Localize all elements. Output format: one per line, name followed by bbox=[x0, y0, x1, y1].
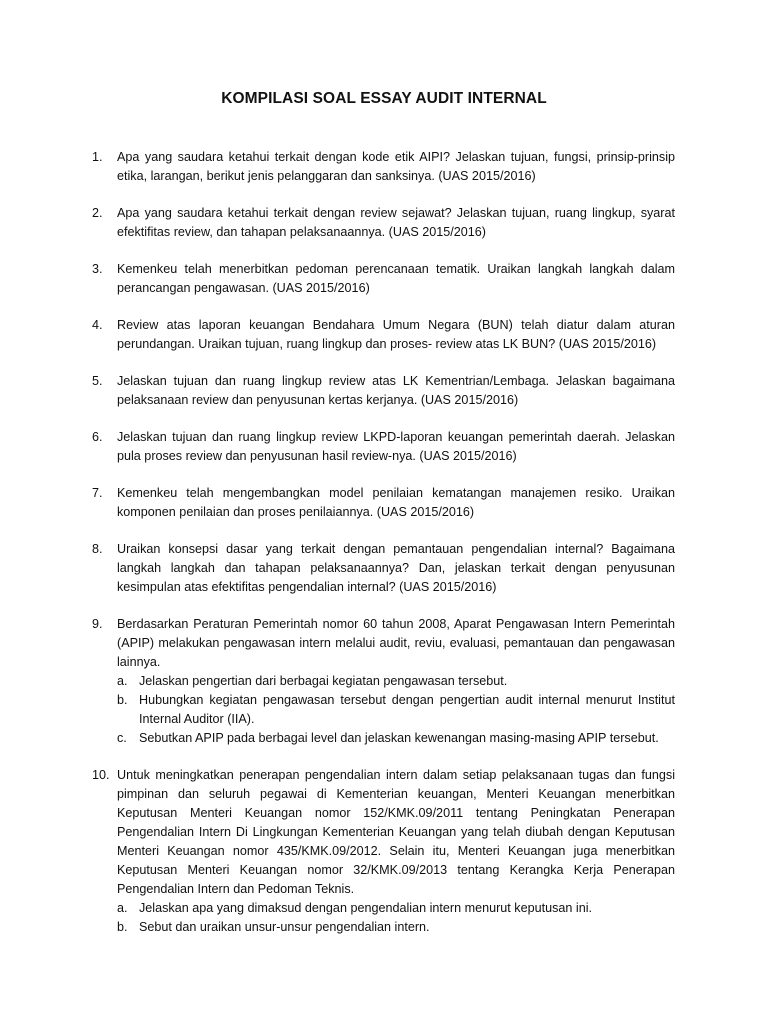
sub-question-text: Jelaskan apa yang dimaksud dengan pengendalian intern menurut keputusan ini. bbox=[139, 901, 592, 915]
sub-question bbox=[117, 899, 675, 918]
sub-question-text: Jelaskan pengertian dari berbagai kegiatan pengawasan tersebut. bbox=[139, 674, 508, 688]
question-number: 3. bbox=[92, 262, 103, 276]
question-text: Jelaskan tujuan dan ruang lingkup review atas LK Kementrian/Lembaga. Jelaskan bagaimana pelaksanaan review dan penyusunan kertas kerjanya. (UAS 2015/2016) bbox=[117, 374, 675, 407]
question-number: 8. bbox=[92, 542, 103, 556]
sub-question-label: b. bbox=[117, 693, 128, 707]
question-text: Review atas laporan keuangan Bendahara Umum Negara (BUN) telah diatur dalam aturan perundangan. Uraikan tujuan, ruang lingkup dan proses- review atas LK BUN? (UAS 2015/2016) bbox=[117, 318, 675, 351]
question-text: Jelaskan tujuan dan ruang lingkup review LKPD-laporan keuangan pemerintah daerah. Jelaskan pula proses review dan penyusunan hasil review-nya. (UAS 2015/2016) bbox=[117, 430, 675, 463]
question-list bbox=[92, 148, 675, 955]
question-text: Kemenkeu telah menerbitkan pedoman perencanaan tematik. Uraikan langkah langkah dalam perancangan pengawasan. (UAS 2015/2016) bbox=[117, 262, 675, 295]
question-text: Apa yang saudara ketahui terkait dengan review sejawat? Jelaskan tujuan, ruang lingkup, syarat efektifitas review, dan tahapan pelaksanaannya. (UAS 2015/2016) bbox=[117, 206, 675, 239]
sub-question bbox=[117, 918, 675, 937]
question-item bbox=[92, 204, 675, 242]
question-number: 1. bbox=[92, 150, 103, 164]
question-number: 9. bbox=[92, 617, 103, 631]
question-text: Apa yang saudara ketahui terkait dengan kode etik AIPI? Jelaskan tujuan, fungsi, prinsip-prinsip etika, larangan, berikut jenis pelanggaran dan sanksinya. (UAS 2015/2016) bbox=[117, 150, 675, 183]
sub-question-text: Hubungkan kegiatan pengawasan tersebut dengan pengertian audit internal menurut Institut Internal Auditor (IIA). bbox=[139, 693, 675, 726]
question-number: 6. bbox=[92, 430, 103, 444]
sub-question-label: a. bbox=[117, 674, 128, 688]
sub-question-label: c. bbox=[117, 731, 127, 745]
sub-question-text: Sebutkan APIP pada berbagai level dan jelaskan kewenangan masing-masing APIP tersebut. bbox=[139, 731, 659, 745]
page-title: KOMPILASI SOAL ESSAY AUDIT INTERNAL bbox=[221, 90, 547, 107]
sub-question bbox=[117, 672, 675, 691]
question-item bbox=[92, 766, 675, 937]
sub-question bbox=[117, 729, 675, 748]
question-item bbox=[92, 372, 675, 410]
question-item bbox=[92, 316, 675, 354]
sub-question-label: b. bbox=[117, 920, 128, 934]
question-number: 4. bbox=[92, 318, 103, 332]
question-item bbox=[92, 540, 675, 597]
sub-question-label: a. bbox=[117, 901, 128, 915]
sub-question bbox=[117, 691, 675, 729]
question-number: 7. bbox=[92, 486, 103, 500]
question-text: Untuk meningkatkan penerapan pengendalian intern dalam setiap pelaksanaan tugas dan fungsi pimpinan dan seluruh pegawai di Kementerian keuangan, Menteri Keuangan menerbitkan Keputusan Menteri Keuangan nomor 152/KMK.09/2011 tentang Peningkatan Penerapan Pengendalian Intern Di Lingkungan Kementerian Keuangan yang telah diubah dengan Keputusan Menteri Keuangan nomor 435/KMK.09/2012. Selain itu, Menteri Keuangan juga menerbitkan Keputusan Menteri Keuangan nomor 32/KMK.09/2013 tentang Kerangka Kerja Penerapan Pengendalian Intern dan Pedoman Teknis. bbox=[117, 768, 675, 896]
question-item bbox=[92, 428, 675, 466]
question-text: Berdasarkan Peraturan Pemerintah nomor 60 tahun 2008, Aparat Pengawasan Intern Pemerintah (APIP) melakukan pengawasan intern melalui audit, reviu, evaluasi, pemantauan dan pengawasan lainnya. bbox=[117, 617, 675, 669]
sub-question-text: Sebut dan uraikan unsur-unsur pengendalian intern. bbox=[139, 920, 430, 934]
question-text: Uraikan konsepsi dasar yang terkait dengan pemantauan pengendalian internal? Bagaimana langkah langkah dan tahapan pelaksanaannya? Dan, jelaskan terkait dengan penyusunan kesimpulan atas efektifitas pengendalian internal? (UAS 2015/2016) bbox=[117, 542, 675, 594]
question-number: 2. bbox=[92, 206, 103, 220]
question-text: Kemenkeu telah mengembangkan model penilaian kematangan manajemen resiko. Uraikan komponen penilaian dan proses penilaiannya. (UAS 2015/2016) bbox=[117, 486, 675, 519]
question-item bbox=[92, 148, 675, 186]
question-number: 10. bbox=[92, 768, 110, 782]
question-number: 5. bbox=[92, 374, 103, 388]
question-item bbox=[92, 615, 675, 748]
question-item bbox=[92, 484, 675, 522]
question-item bbox=[92, 260, 675, 298]
